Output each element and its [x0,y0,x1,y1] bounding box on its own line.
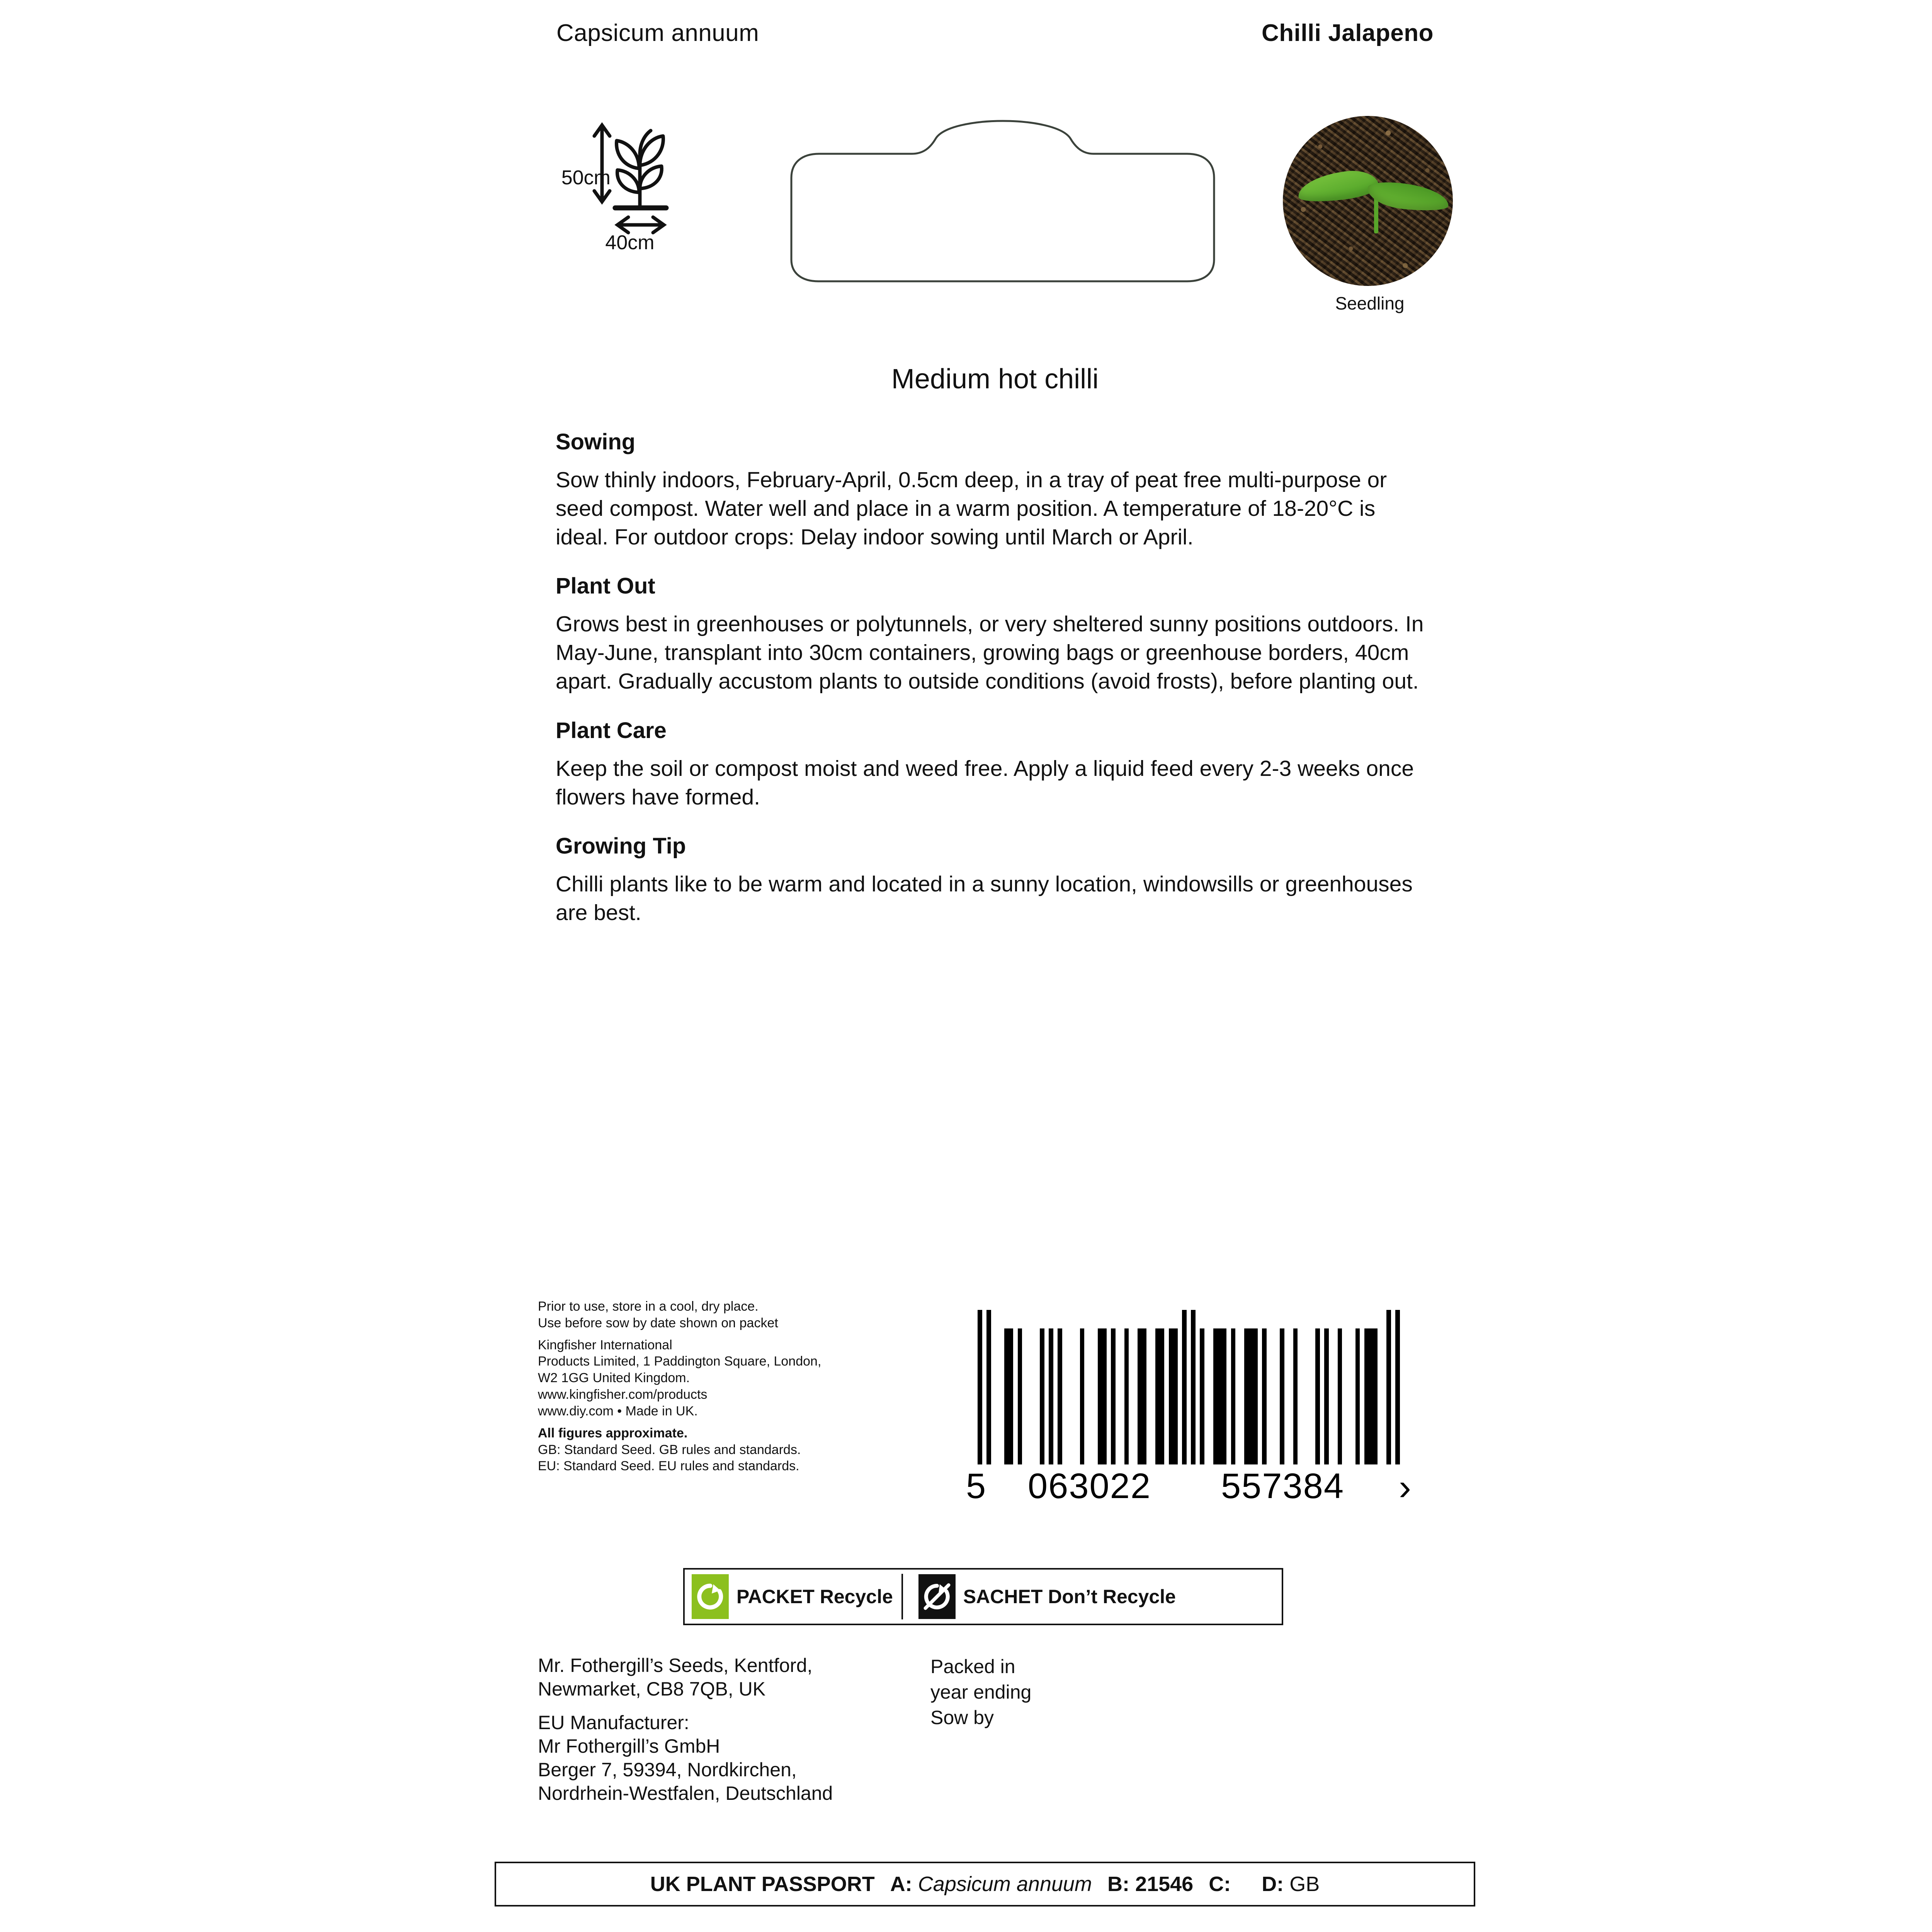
barcode-bar [1129,1328,1133,1464]
barcode-digits [966,1466,1441,1508]
barcode-bar [1044,1328,1049,1464]
packet-recycle-label: PACKET Recycle [736,1586,893,1607]
barcode-bars [978,1310,1441,1464]
product-subtitle: Medium hot chilli [891,364,1099,395]
barcode-bar [1347,1328,1351,1464]
barcode-bar [1111,1328,1116,1464]
barcode-bar [1187,1310,1191,1464]
barcode-bar [1049,1328,1053,1464]
barcode-bar [1142,1328,1147,1464]
barcode-bar [1080,1328,1085,1464]
barcode-bar [1018,1328,1022,1464]
sow-by-label: Sow by [930,1707,994,1728]
eu-line-1: Mr Fothergill’s GmbH [538,1735,720,1757]
barcode-bar [1306,1328,1311,1464]
barcode-bar [1093,1328,1098,1464]
barcode-bar [1258,1328,1262,1464]
section-growing-tip [556,833,1444,927]
barcode-bar [1329,1328,1333,1464]
barcode-bar [1098,1328,1102,1464]
passport-c-label: C: [1209,1872,1231,1896]
section-body: Chilli plants like to be warm and located in a sunny location, windowsills or greenhouses are best. [556,871,1413,925]
barcode-bar [1040,1328,1044,1464]
seedling-leaf-left [1296,167,1380,205]
seller-line-1: Mr. Fothergill’s Seeds, Kentford, [538,1655,813,1676]
barcode-bar [1284,1328,1289,1464]
barcode-bar [1169,1328,1173,1464]
barcode-bar [1280,1328,1284,1464]
passport-b-label: B: [1107,1872,1130,1896]
packed-in-label: Packed in [930,1656,1015,1677]
barcode-bar [1000,1328,1005,1464]
passport-b-value: 21546 [1135,1872,1194,1896]
barcode-bar [991,1328,996,1464]
barcode-bar [1226,1328,1231,1464]
sachet-recycle-label: SACHET Don’t Recycle [963,1586,1176,1607]
company-line-3: W2 1GG United Kingdom. [538,1371,690,1386]
barcode-bar [1164,1328,1169,1464]
seed-standards [538,1425,955,1475]
barcode-bar [1240,1328,1245,1464]
growing-instructions [556,429,1444,949]
barcode-bar [1160,1328,1165,1464]
barcode-bar [1391,1310,1396,1464]
barcode-end-marker: › [1399,1466,1412,1508]
barcode-bar [1191,1310,1196,1464]
barcode-bar [1302,1328,1307,1464]
barcode-bar [1311,1328,1316,1464]
no-recycle-loop-icon [922,1581,952,1612]
sachet-recycle-item [912,1570,1176,1624]
barcode-bar [1053,1328,1058,1464]
barcode-bar [1378,1328,1382,1464]
barcode-bar [1204,1328,1209,1464]
eu-line-3: Nordrhein-Westfalen, Deutschland [538,1782,833,1804]
barcode-bar [1249,1328,1253,1464]
no-recycle-icon [918,1574,956,1619]
fine-print-block [538,1298,955,1480]
barcode-bar [1218,1328,1222,1464]
company-line-2: Products Limited, 1 Paddington Square, London, [538,1354,821,1369]
variety-name: Chilli Jalapeno [1261,20,1434,46]
barcode-bar [1031,1328,1036,1464]
plant-size-diagram [556,120,719,259]
barcode-bar [1022,1328,1027,1464]
seller-address-column [538,1654,924,1815]
section-plant-out [556,573,1444,696]
eu-manufacturer-heading: EU Manufacturer: [538,1712,689,1733]
illustration-row [556,116,1434,332]
barcode-bar [1027,1328,1031,1464]
recycle-icon [692,1574,729,1619]
barcode-bar [1120,1328,1124,1464]
barcode-bar [1182,1310,1187,1464]
recycling-info-box [683,1568,1283,1625]
width-arrow-icon [617,217,664,233]
barcode-bar [1102,1328,1107,1464]
company-address [538,1337,955,1420]
website-diy[interactable]: www.diy.com • Made in UK. [538,1403,698,1418]
barcode-bar [1364,1328,1369,1464]
passport-d-label: D: [1262,1872,1284,1896]
section-body: Grows best in greenhouses or polytunnels, or very sheltered sunny positions outdoors. In May-June, transplant into 30cm containers, growing bags or greenhouse borders, 40cm apart. Gradually accustom plants to outside conditions (avoid frosts), before planting out. [556,612,1424,694]
packet-recycle-item [685,1570,893,1624]
seedling-leaf-right [1366,180,1450,214]
storage-instructions [538,1298,955,1332]
barcode-right-group: 557384 [1221,1466,1344,1506]
plant-height-label: 50cm [561,167,611,189]
barcode-bar [1289,1328,1293,1464]
gb-standard-line: GB: Standard Seed. GB rules and standards. [538,1442,801,1457]
barcode-bar [1342,1328,1347,1464]
barcode-bar [1293,1328,1298,1464]
uk-plant-passport [495,1862,1475,1906]
eu-standard-line: EU: Standard Seed. EU rules and standards. [538,1459,799,1474]
barcode-bar [1320,1328,1325,1464]
section-plant-care [556,718,1444,811]
barcode-bar [1107,1328,1111,1464]
bottom-address-row [538,1654,1434,1815]
barcode-bar [978,1310,982,1464]
barcode-bar [1058,1328,1062,1464]
barcode-bar [1013,1328,1018,1464]
barcode-bar [1146,1328,1151,1464]
eu-manufacturer-address [538,1711,924,1805]
barcode-bar [1253,1328,1258,1464]
header [556,19,1434,47]
seedling-figure [1283,116,1457,314]
barcode-bar [1231,1328,1236,1464]
barcode-bar [1267,1328,1271,1464]
passport-d-value: GB [1289,1872,1320,1896]
packet-outline-svg [784,116,1221,286]
barcode-bar [1071,1328,1076,1464]
passport-a-label: A: [890,1872,912,1896]
barcode-bar [1222,1328,1227,1464]
storage-line-1: Prior to use, store in a cool, dry place. [538,1299,759,1314]
approximate-note: All figures approximate. [538,1425,688,1440]
barcode-bar [1004,1328,1009,1464]
barcode-bar [1369,1328,1373,1464]
barcode-bar [1151,1328,1156,1464]
barcode-bar [1244,1328,1249,1464]
barcode-bar [1133,1328,1138,1464]
barcode-bar [1315,1328,1320,1464]
barcode-bar [1271,1328,1276,1464]
barcode-bar [1178,1310,1182,1464]
passport-a-value: Capsicum annuum [918,1872,1092,1896]
passport-title: UK PLANT PASSPORT [650,1872,875,1896]
barcode-bar [1395,1310,1400,1464]
barcode-left-group: 063022 [1028,1466,1151,1506]
recycle-loop-icon [696,1582,725,1611]
barcode-bar [1276,1328,1280,1464]
barcode-bar [1360,1328,1364,1464]
barcode [966,1310,1441,1508]
recycle-divider [901,1574,903,1619]
barcode-bar [1373,1328,1378,1464]
barcode-bar [1155,1328,1160,1464]
seedling-caption: Seedling [1335,293,1405,313]
section-body: Sow thinly indoors, February-April, 0.5cm deep, in a tray of peat free multi-purpose or seed compost. Water well and place in a warm position. A temperature of 18-20°C is ideal. For outdoor crops: Delay indoor sowing until March or April. [556,468,1387,550]
barcode-bar [1355,1328,1360,1464]
barcode-bar [1386,1310,1391,1464]
seedling-photo [1283,116,1453,286]
barcode-bar [1084,1328,1089,1464]
barcode-bar [1075,1328,1080,1464]
barcode-bar [1009,1328,1014,1464]
barcode-bar [1298,1328,1302,1464]
section-body: Keep the soil or compost moist and weed free. Apply a liquid feed every 2-3 weeks once flowers have formed. [556,756,1414,810]
plant-passport-text [650,1872,1320,1896]
packet-shape-outline [784,116,1221,286]
section-heading: Plant Care [556,718,667,743]
section-sowing [556,429,1444,551]
botanical-name: Capsicum annuum [556,20,759,46]
seller-address [538,1654,924,1701]
company-line-1: Kingfisher International [538,1337,672,1352]
seller-line-2: Newmarket, CB8 7QB, UK [538,1678,766,1700]
barcode-bar [1124,1328,1129,1464]
barcode-bar [1066,1328,1071,1464]
barcode-bar [1351,1328,1355,1464]
barcode-bar [1089,1328,1094,1464]
website-kingfisher[interactable]: www.kingfisher.com/products [538,1387,707,1402]
barcode-bar [995,1328,1000,1464]
height-arrow-icon [594,125,610,202]
barcode-bar [1338,1328,1342,1464]
barcode-bar [1196,1310,1200,1464]
barcode-bar [1173,1328,1178,1464]
section-heading: Growing Tip [556,833,686,859]
barcode-bar [1262,1328,1267,1464]
section-heading: Sowing [556,429,636,454]
barcode-lead-digit: 5 [966,1466,987,1506]
barcode-bar [1116,1328,1120,1464]
barcode-bar [1213,1328,1218,1464]
barcode-bar [1138,1328,1142,1464]
barcode-bar [1209,1328,1213,1464]
year-ending-label: year ending [930,1681,1032,1703]
barcode-bar [986,1310,991,1464]
storage-line-2: Use before sow by date shown on packet [538,1315,778,1330]
plant-width-label: 40cm [605,231,655,254]
plant-icon [617,131,663,207]
barcode-bar [1062,1328,1067,1464]
barcode-bar [1382,1328,1387,1464]
barcode-bar [1235,1328,1240,1464]
barcode-bar [1324,1328,1329,1464]
packed-dates-column [930,1654,1093,1815]
eu-line-2: Berger 7, 59394, Nordkirchen, [538,1759,797,1781]
barcode-bar [1200,1328,1204,1464]
barcode-bar [1333,1328,1338,1464]
barcode-bar [982,1310,987,1464]
barcode-bar [1036,1328,1040,1464]
section-heading: Plant Out [556,573,655,599]
